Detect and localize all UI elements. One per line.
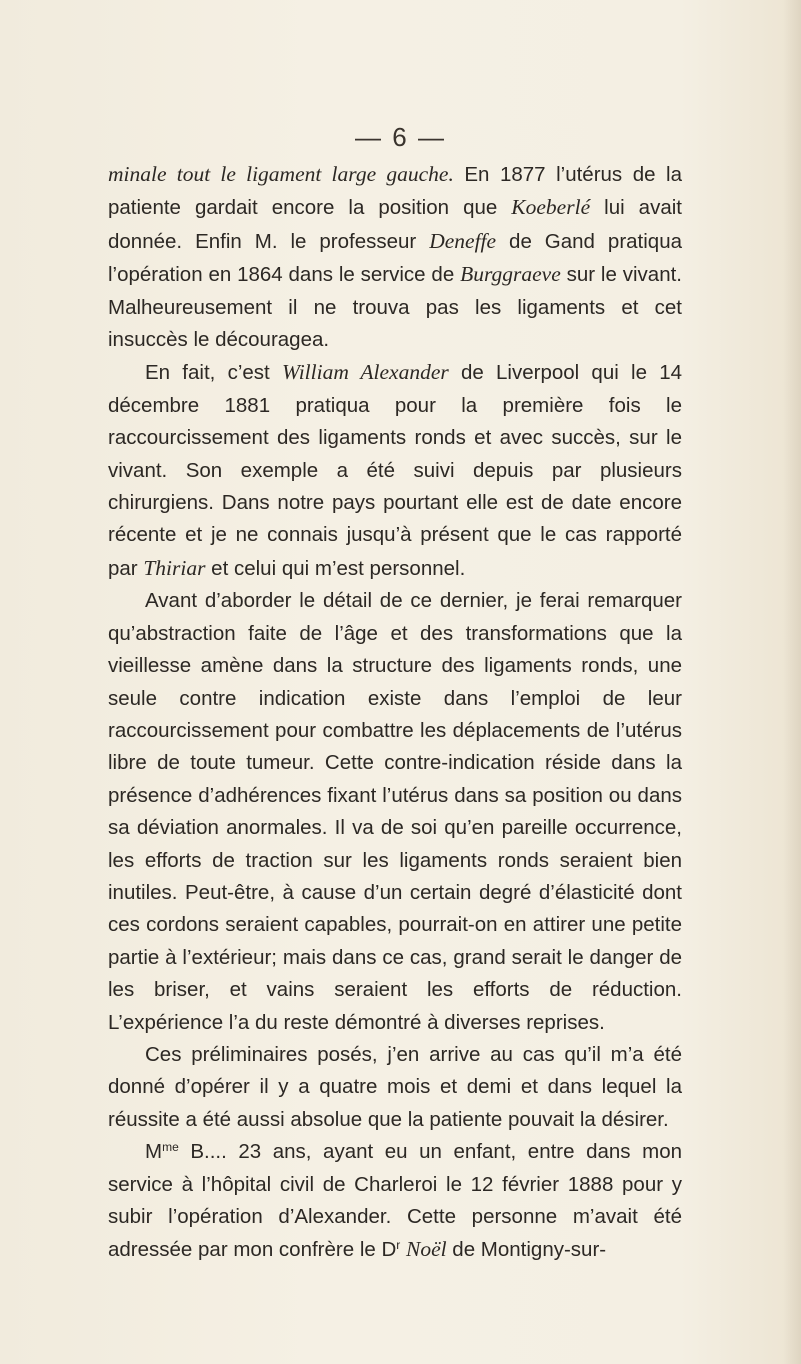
italic-text: Thiriar [143,555,206,580]
paragraph-5 [108,1136,682,1267]
text-run: lui avait donnée. Enfin M. le professeur [108,196,682,253]
superscript: me [162,1140,179,1155]
text-run: Ces préliminaires posés, j’en arrive au cas qu’il m’a été donné d’opérer il y a quatre mois et demi et dans lequel la réussite a été aussi absolue que la patiente pouvait la désirer. [108,1042,682,1131]
text-run: de Liverpool qui le 14 décembre 1881 pratiqua pour la première fois le raccourcissement des ligaments ronds et avec succès, sur le vivant. Son exemple a été suivi depuis par plusieurs chirurgiens. Dans notre pays pourtant elle est de date encore récente et je ne connais jusqu’à présent que le cas rapporté par [108,361,683,580]
italic-text: Deneffe [429,228,497,253]
text-run: et celui qui m’est personnel. [205,556,466,580]
italic-text: Noël [405,1237,447,1262]
text-run: B.... 23 ans, ayant eu un enfant, entre dans mon service à l’hôpital civil de Charleroi le 12 février 1888 pour y subir l’opération d’Alexander. Cette personne m’avait été adressée par mon confrère le D [108,1140,682,1262]
italic-text: Koeberlé [511,195,591,220]
page-number: — 6 — [355,122,446,152]
italic-text: minale tout le ligament large gauche. [108,162,454,186]
paragraph-3 [108,585,682,1039]
paragraph-1 [108,158,682,356]
italic-text: William Alexander [281,360,449,385]
text-run: En 1877 l’utérus de la patiente gardait encore la position que [108,163,683,220]
text-run: En fait, c’est [145,361,282,385]
paragraph-4 [108,1039,682,1136]
body-text [108,158,682,1267]
text-run: M [145,1140,163,1164]
text-run: de Montigny-sur- [446,1238,607,1262]
superscript: r [396,1238,401,1253]
italic-text: Burggraeve [460,262,561,287]
paragraph-2 [108,356,682,585]
text-run: de Gand pratiqua l’opération en 1864 dans le service de [108,229,682,287]
page-edge-shadow [783,0,801,1364]
text-run: Avant d’aborder le détail de ce dernier, je ferai remarquer qu’abstraction faite de l’âge et des transformations que la vieillesse amène dans la structure des ligaments ronds, une seule contre indication existe dans l’emploi de leur raccourcissement pour combattre les déplacements de l’utérus libre de toute tumeur. Cette contre-indication réside dans la présence d’adhérences fixant l’utérus dans sa position ou dans sa déviation anormales. Il va de soi qu’en pareille occurrence, les efforts de traction sur les ligaments ronds seraient bien inutiles. Peut-être, à cause d’un certain degré d’élasticité dont ces cordons seraient capables, pourrait-on en attirer une petite partie à l’extérieur; mais dans ce cas, grand serait le danger de les briser, et vains seraient les efforts de réduction. L’expérience l’a du reste démontré à diverses reprises. [108,589,682,1034]
text-run: sur le vivant. Malheureusement il ne trouva pas les ligaments et cet insuccès le découragea. [108,263,682,352]
